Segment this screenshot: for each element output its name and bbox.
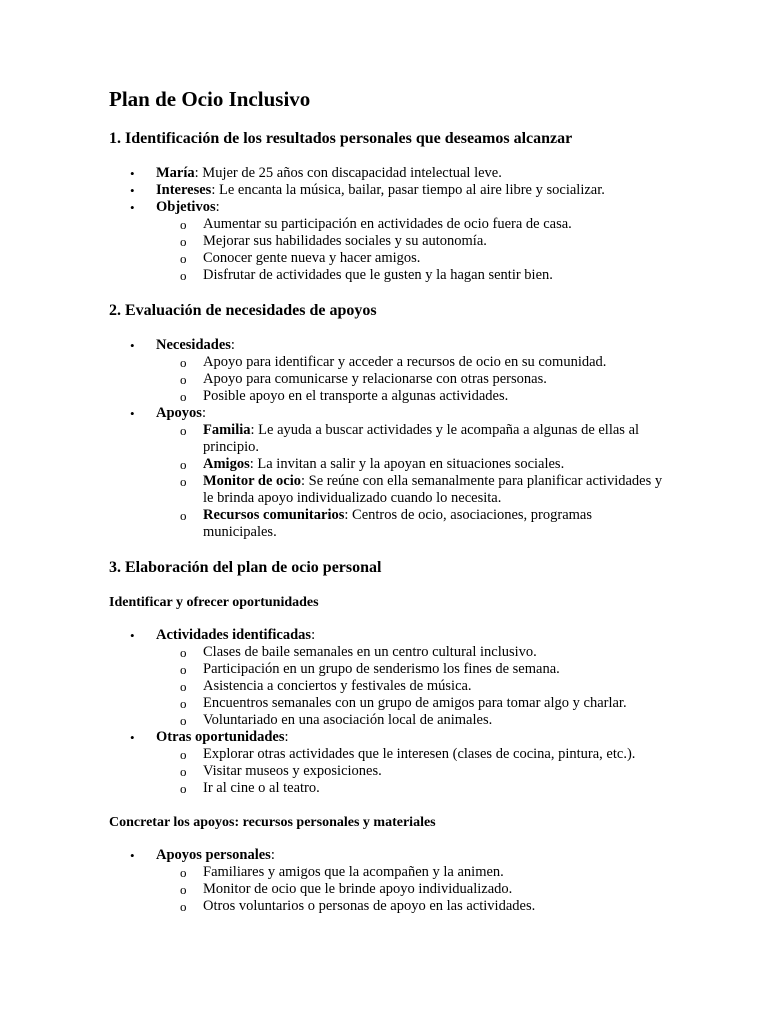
list-item: o Posible apoyo en el transporte a algunas actividades. — [180, 388, 509, 404]
list-item: o Apoyo para identificar y acceder a recursos de ocio en su comunidad. — [180, 354, 607, 370]
apoyos-list — [156, 422, 669, 541]
sub-bullet-icon: o — [180, 882, 187, 897]
sub-bullet-icon: o — [180, 662, 187, 677]
bullet-icon: • — [130, 730, 135, 745]
section-1-list — [109, 165, 669, 284]
actividades-list — [156, 644, 669, 729]
sub-bullet-icon: o — [180, 781, 187, 796]
section-2-list — [109, 337, 669, 541]
sub-bullet-icon: o — [180, 713, 187, 728]
sub-bullet-icon: o — [180, 899, 187, 914]
bullet-icon: • — [130, 338, 135, 353]
list-item: • Actividades identificadas: o Clases de baile semanales en un centro cultural inclusivo. o Participación en un grupo de senderismo los fines de semana. o Asistencia a conciertos y festivales de música. o Encuentros semanales con un grupo de amigos para tomar algo y charlar. o Voluntariado en una asociación local de animales. — [109, 627, 669, 729]
list-item: • Apoyos: o Familia: Le ayuda a buscar actividades y le acompaña a algunas de ellas al principio. o Amigos: La invitan a salir y la apoyan en situaciones sociales. o Monitor de ocio: Se reúne con ella semanalmente para planificar actividades y le brinda apoyo individualizado cuando lo necesita. o Recursos comunitarios: Centros de ocio, asociaciones, programas municipales. — [109, 405, 669, 541]
list-item: • Objetivos: o Aumentar su participación en actividades de ocio fuera de casa. o Mejorar sus habilidades sociales y su autonomía. o Conocer gente nueva y hacer amigos. o Disfrutar de actividades que le gusten y la hagan sentir bien. — [109, 199, 669, 284]
list-item: o Otros voluntarios o personas de apoyo en las actividades. — [180, 898, 536, 914]
section-3a-list — [109, 627, 669, 797]
list-item: o Familiares y amigos que la acompañen y la animen. — [180, 864, 504, 880]
document-content — [109, 86, 669, 915]
subsection-apoyos-heading: Concretar los apoyos: recursos personales y materiales — [109, 815, 436, 830]
sub-bullet-icon: o — [180, 372, 187, 387]
list-item: • Necesidades: o Apoyo para identificar y acceder a recursos de ocio en su comunidad. o Apoyo para comunicarse y relacionarse con otras personas. o Posible apoyo en el transporte a algunas actividades. — [109, 337, 669, 405]
sub-bullet-icon: o — [180, 457, 187, 472]
document-title: Plan de Ocio Inclusivo — [109, 87, 311, 111]
list-item: o Mejorar sus habilidades sociales y su autonomía. — [180, 233, 487, 249]
sub-bullet-icon: o — [180, 645, 187, 660]
list-item: o Disfrutar de actividades que le gusten y la hagan sentir bien. — [180, 267, 553, 283]
sub-bullet-icon: o — [180, 389, 187, 404]
section-1-heading: 1. Identificación de los resultados personales que deseamos alcanzar — [109, 130, 573, 147]
otras-oportunidades-list — [156, 746, 669, 797]
list-item: o Visitar museos y exposiciones. — [180, 763, 382, 779]
sub-bullet-icon: o — [180, 355, 187, 370]
section-2-heading: 2. Evaluación de necesidades de apoyos — [109, 302, 377, 319]
sub-bullet-icon: o — [180, 474, 187, 489]
list-item: o Amigos: La invitan a salir y la apoyan en situaciones sociales. — [180, 456, 565, 472]
list-item: o Apoyo para comunicarse y relacionarse con otras personas. — [180, 371, 547, 387]
list-item: • Otras oportunidades: o Explorar otras actividades que le interesen (clases de cocina, pintura, etc.). o Visitar museos y exposiciones. o Ir al cine o al teatro. — [109, 729, 669, 797]
necesidades-list — [156, 354, 669, 405]
list-item: o Recursos comunitarios: Centros de ocio, asociaciones, programas municipales. — [180, 507, 593, 540]
bullet-icon: • — [130, 848, 135, 863]
list-item: o Clases de baile semanales en un centro cultural inclusivo. — [180, 644, 537, 660]
list-item: o Monitor de ocio: Se reúne con ella semanalmente para planificar actividades y le brinda apoyo individualizado cuando lo necesita. — [180, 473, 663, 506]
list-item: o Participación en un grupo de senderismo los fines de semana. — [180, 661, 560, 677]
list-item: o Monitor de ocio que le brinde apoyo individualizado. — [180, 881, 513, 897]
apoyos-personales-list — [156, 864, 669, 915]
bullet-icon: • — [130, 183, 135, 198]
bullet-icon: • — [130, 166, 135, 181]
sub-bullet-icon: o — [180, 234, 187, 249]
section-3b-list — [109, 847, 669, 915]
sub-bullet-icon: o — [180, 268, 187, 283]
sub-bullet-icon: o — [180, 251, 187, 266]
section-3-heading: 3. Elaboración del plan de ocio personal — [109, 559, 382, 576]
sub-bullet-icon: o — [180, 865, 187, 880]
sub-bullet-icon: o — [180, 747, 187, 762]
list-item: o Familia: Le ayuda a buscar actividades y le acompaña a algunas de ellas al principio. — [180, 422, 640, 455]
list-item: o Ir al cine o al teatro. — [180, 780, 320, 796]
bullet-icon: • — [130, 406, 135, 421]
sub-bullet-icon: o — [180, 423, 187, 438]
sub-bullet-icon: o — [180, 508, 187, 523]
objetivos-list — [156, 216, 669, 284]
sub-bullet-icon: o — [180, 679, 187, 694]
list-item: • Apoyos personales: o Familiares y amigos que la acompañen y la animen. o Monitor de ocio que le brinde apoyo individualizado. o Otros voluntarios o personas de apoyo en las actividades. — [109, 847, 669, 915]
list-item: o Aumentar su participación en actividades de ocio fuera de casa. — [180, 216, 572, 232]
list-item: o Conocer gente nueva y hacer amigos. — [180, 250, 421, 266]
sub-bullet-icon: o — [180, 217, 187, 232]
subsection-oportunidades-heading: Identificar y ofrecer oportunidades — [109, 595, 319, 610]
list-item: o Explorar otras actividades que le interesen (clases de cocina, pintura, etc.). — [180, 746, 636, 762]
list-item: o Voluntariado en una asociación local de animales. — [180, 712, 493, 728]
list-item: o Encuentros semanales con un grupo de amigos para tomar algo y charlar. — [180, 695, 627, 711]
list-item: • María: Mujer de 25 años con discapacidad intelectual leve. — [130, 165, 502, 181]
bullet-icon: • — [130, 628, 135, 643]
bullet-icon: • — [130, 200, 135, 215]
list-item: • Intereses: Le encanta la música, bailar, pasar tiempo al aire libre y socializar. — [130, 182, 605, 198]
list-item: o Asistencia a conciertos y festivales de música. — [180, 678, 472, 694]
sub-bullet-icon: o — [180, 696, 187, 711]
sub-bullet-icon: o — [180, 764, 187, 779]
